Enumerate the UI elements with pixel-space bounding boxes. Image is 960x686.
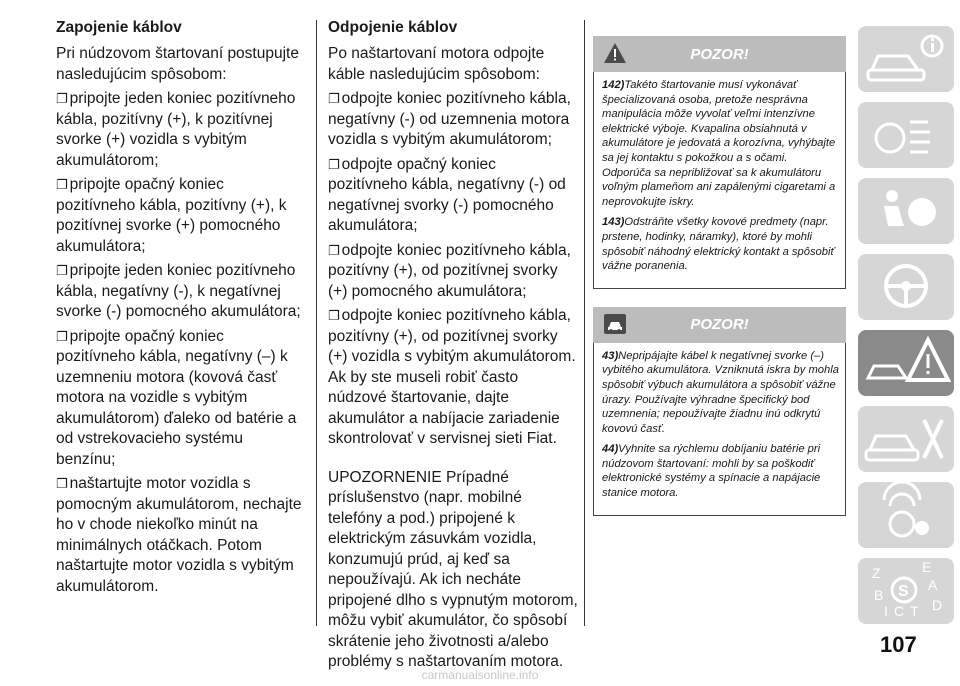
svg-text:C: C <box>894 603 905 619</box>
steering-wheel-icon[interactable] <box>858 254 954 320</box>
column-divider <box>584 20 585 626</box>
watermark: carmanualsonline.info <box>421 668 539 682</box>
checkbox-bullet-icon: ❐ <box>56 263 68 278</box>
warning-triangle-icon <box>603 42 627 64</box>
list-item: ❐ pripojte opačný koniec pozitívneho kábla, pozitívny (+), k pozitívnej svorke (+) pomocného akumulátora; <box>56 176 287 255</box>
list-item: ❐ pripojte jeden koniec pozitívneho kábla, negatívny (-), k negatívnej svorke (-) pomocného akumulátora; <box>56 262 301 320</box>
list-item: ❐ pripojte jeden koniec pozitívneho kábla, pozitívny (+), k pozitívnej svorke (+) vozidla s vybitým akumulátorom; <box>56 90 296 169</box>
svg-text:E: E <box>922 559 932 575</box>
car-warning-icon <box>603 313 627 335</box>
warnings-column <box>593 36 846 516</box>
checkbox-bullet-icon: ❐ <box>328 91 340 106</box>
warning-note: 143)Odstráňte všetky kovové predmety (napr. prstene, hodinky, náramky), ktoré by mohli spôsobiť náhodný elektrický kontakt a spôsobiť vážne poranenia. <box>602 216 835 273</box>
list-item: ❐ odpojte koniec pozitívneho kábla, pozitívny (+), od pozitívnej svorky (+) vozidla s vybitým akumulátorom. <box>328 307 576 365</box>
warning-box <box>593 307 846 516</box>
list-item: ❐ odpojte opačný koniec pozitívneho kábla, negatívny (-) od negatívnej svorky (-) pomocného akumulátora; <box>328 155 566 234</box>
svg-text:A: A <box>928 577 938 593</box>
svg-text:I: I <box>884 603 888 619</box>
left-column <box>56 18 302 601</box>
intro-paragraph: Po naštartovaní motora odpojte káble nasledujúcim spôsobom: <box>328 45 545 83</box>
svg-text:B: B <box>874 587 884 603</box>
checkbox-bullet-icon: ❐ <box>56 177 68 192</box>
section-heading-connect: Zapojenie káblov <box>56 19 182 36</box>
warning-header <box>593 36 846 72</box>
svg-text:S: S <box>898 583 909 600</box>
notice-paragraph: UPOZORNENIE Prípadné príslušenstvo (napr. mobilné telefóny a pod.) pripojené k elektrickým zásuvkám vozidla, konzumujú prúd, aj keď sa nepoužívajú. Ak ich necháte pripojené dlho s vypnutým motorom, môžu vybiť akumulátor, čo spôsobí skrátenie jeho životnosti a/alebo problémy s naštartovaním motora. <box>328 468 578 670</box>
checkbox-bullet-icon: ❐ <box>328 308 340 323</box>
intro-paragraph: Pri núdzovom štartovaní postupujte nasledujúcim spôsobom: <box>56 45 299 83</box>
checkbox-bullet-icon: ❐ <box>56 476 68 491</box>
middle-column <box>328 18 578 673</box>
advice-paragraph: Ak by ste museli robiť často núdzové štartovanie, dajte akumulátor a nabíjacie zariadenie skontrolovať v servisnej sieti Fiat. <box>328 368 560 447</box>
warning-note: 43)Nepripájajte kábel k negatívnej svorke (–) vybitého akumulátora. Vzniknutá iskra by mohla spôsobiť výbuch akumulátora a spôsobiť vážne úrazy. Používajte výhradne špecifický bod uzemnenia; nepoužívajte žiadnu inú odkrytú kovovú časť. <box>602 349 839 435</box>
dashboard-lights-icon[interactable] <box>858 102 954 168</box>
list-item: ❐ odpojte koniec pozitívneho kábla, negatívny (-) od uzemnenia motora vozidla s vybitým akumulátorom; <box>328 90 571 148</box>
list-item: ❐ odpojte koniec pozitívneho kábla, pozitívny (+), od pozitívnej svorky (+) pomocného akumulátora; <box>328 241 571 300</box>
warning-box <box>593 36 846 289</box>
warning-body <box>593 343 846 516</box>
roadside-warning-icon[interactable] <box>858 330 954 396</box>
alphabetical-index-icon[interactable] <box>858 558 954 624</box>
svg-text:T: T <box>910 603 919 619</box>
checkbox-bullet-icon: ❐ <box>328 242 340 258</box>
warning-note: 44)Vyhnite sa rýchlemu dobíjaniu batérie pri núdzovom štartovaní: mohli by sa poškodiť elektronické systémy a spínacie a napájacie stanice motora. <box>602 443 821 500</box>
svg-text:D: D <box>932 597 943 613</box>
warning-header <box>593 307 846 343</box>
car-tech-icon[interactable] <box>858 482 954 548</box>
section-heading-disconnect: Odpojenie káblov <box>328 19 458 36</box>
car-maintenance-icon[interactable] <box>858 406 954 472</box>
warning-title: POZOR! <box>690 45 749 63</box>
airbag-icon[interactable] <box>858 178 954 244</box>
page-number: 107 <box>880 632 917 657</box>
checkbox-bullet-icon: ❐ <box>56 328 68 344</box>
checkbox-bullet-icon: ❐ <box>56 91 68 106</box>
warning-title: POZOR! <box>690 316 749 334</box>
checkbox-bullet-icon: ❐ <box>328 156 340 172</box>
list-item: ❐ pripojte opačný koniec pozitívneho kábla, negatívny (–) k uzemneniu motora (kovová časť motora na vozidle s vybitým akumulátorom) ďaleko od batérie a od vstrekovacieho systému benzínu; <box>56 327 297 468</box>
car-info-icon[interactable] <box>858 26 954 92</box>
list-item: ❐ naštartujte motor vozidla s pomocným akumulátorom, nechajte ho v chode niekoľko minút na minimálnych otáčkach. Potom naštartujte motor vozidla s vybitým akumulátorom. <box>56 475 302 595</box>
column-divider <box>316 20 317 626</box>
warning-note: 142)Takéto štartovanie musí vykonávať špecializovaná osoba, pretože nesprávna manipulácia môže vyvolať veľmi intenzívne elektrické výboje. Kvapalina obsiahnutá v akumulátore je jedovatá a korozívna, vyhýbajte sa jej kontaktu s pokožkou a s očami. Odporúča sa nepribližovať sa k akumulátoru voľným plameňom ani zapálenými cigaretami a neprovokujte iskry. <box>602 79 836 208</box>
spacer <box>328 450 578 468</box>
svg-text:Z: Z <box>872 565 881 581</box>
warning-body <box>593 72 846 289</box>
